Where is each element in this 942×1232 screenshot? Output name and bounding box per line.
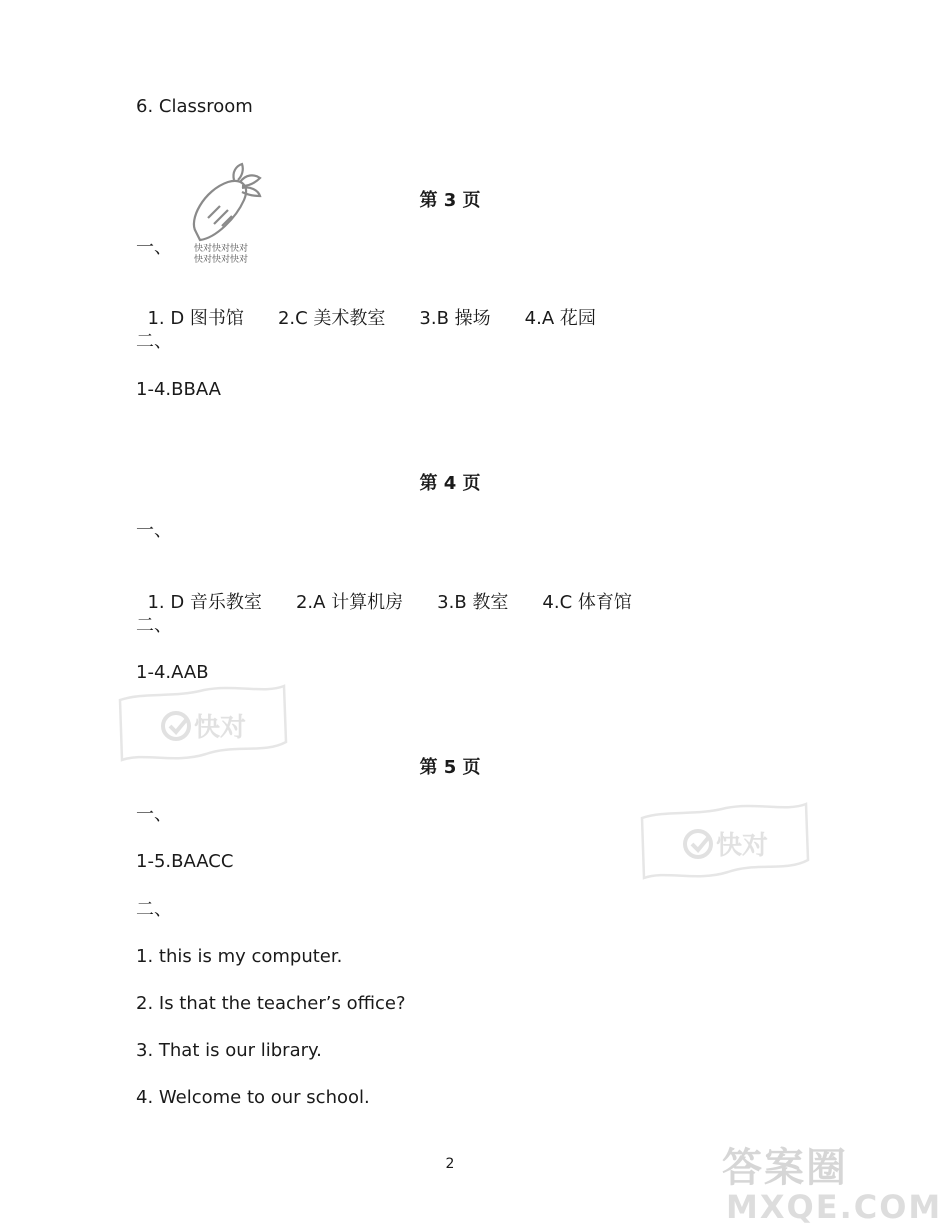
part-two-label: 二、 — [136, 331, 172, 352]
carrot-watermark-text: 快对快对快对 快对快对快对 — [194, 244, 249, 265]
answer-item: 4.C 体育馆 — [542, 592, 632, 613]
sentence-line: 4. Welcome to our school. — [136, 1087, 370, 1108]
stamp-text: 快对 — [716, 831, 769, 861]
kuaidui-stamp-watermark — [636, 798, 812, 884]
answer-line: 1-4.AAB — [136, 662, 209, 683]
answer-line: 1-4.BBAA — [136, 379, 221, 400]
corner-watermark-title: 答案圈 — [722, 1145, 848, 1191]
sentence-line: 2. Is that the teacher’s office? — [136, 993, 406, 1014]
stamp-text: 快对 — [194, 713, 247, 743]
section-heading-page-5: 第 5 页 — [419, 757, 481, 778]
kuaidui-stamp-watermark — [114, 680, 290, 766]
answer-item: 2.C 美术教室 — [277, 308, 386, 329]
answer-row-page-3 — [136, 283, 630, 331]
part-one-label: 一、 — [136, 804, 172, 825]
part-one-label: 一、 — [136, 237, 172, 258]
section-heading-page-4: 第 4 页 — [419, 473, 481, 494]
answer-item: 1. D 音乐教室 — [147, 592, 262, 613]
part-two-label: 二、 — [136, 899, 172, 920]
corner-watermark-domain: MXQE.COM — [726, 1188, 942, 1226]
answer-row-page-4 — [136, 567, 666, 615]
check-circle-icon — [163, 713, 189, 739]
check-circle-icon — [685, 831, 711, 857]
sentence-line: 3. That is our library. — [136, 1040, 322, 1061]
answer-item: 3.B 操场 — [419, 308, 491, 329]
answer-line-6-classroom: 6. Classroom — [136, 96, 253, 117]
page-number: 2 — [445, 1156, 455, 1172]
sentence-line: 1. this is my computer. — [136, 946, 343, 967]
corner-site-watermark — [722, 1136, 942, 1232]
part-one-label: 一、 — [136, 520, 172, 541]
answer-item: 1. D 图书馆 — [147, 308, 244, 329]
answer-item: 2.A 计算机房 — [295, 592, 404, 613]
section-heading-page-3: 第 3 页 — [419, 190, 481, 211]
answer-line: 1-5.BAACC — [136, 851, 234, 872]
answer-item: 3.B 教室 — [437, 592, 509, 613]
part-two-label: 二、 — [136, 615, 172, 636]
answer-item: 4.A 花园 — [524, 308, 596, 329]
